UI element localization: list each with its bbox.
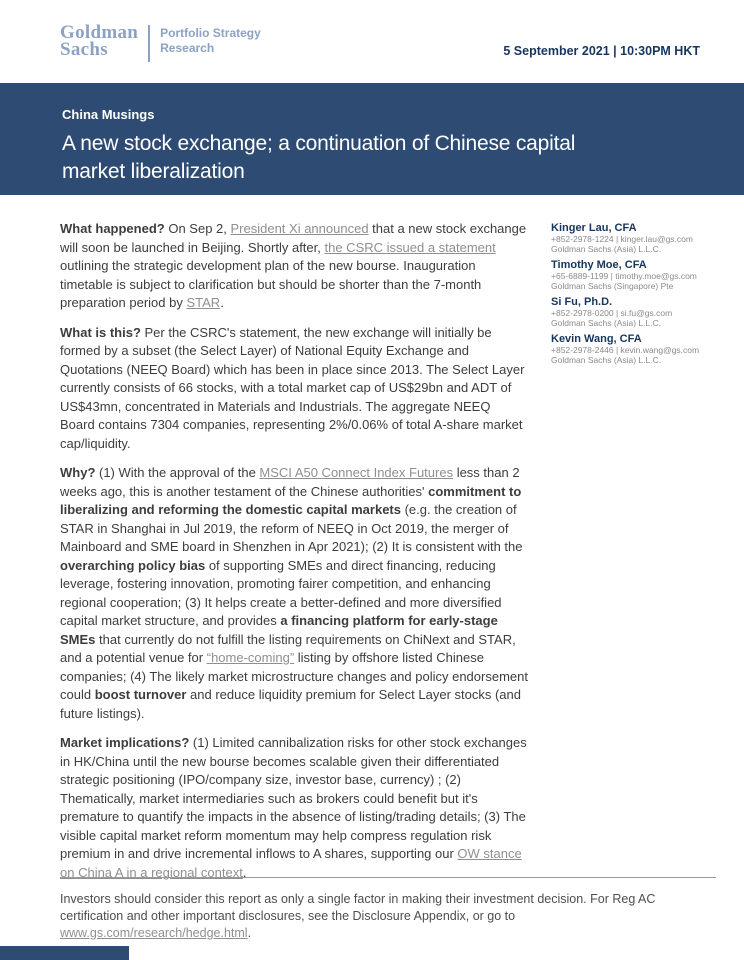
author-contact: +852-2978-2446 | kevin.wang@gs.com <box>551 345 700 355</box>
inline-link[interactable]: “home-coming” <box>206 650 295 665</box>
inline-link[interactable]: STAR <box>186 295 221 310</box>
inline-link[interactable]: the CSRC issued a statement <box>324 239 496 255</box>
author-contact: +65-6889-1199 | timothy.moe@gs.com <box>551 271 697 281</box>
title-banner <box>0 83 744 195</box>
report-title: A new stock exchange; a continuation of Chinese capital market liberalization <box>62 132 576 183</box>
author-name: Kinger Lau, CFA <box>551 222 637 234</box>
goldman-sachs-logo <box>60 24 261 62</box>
footer-divider <box>60 877 716 878</box>
inline-link[interactable]: www.gs.com/research/hedge.html <box>60 926 248 940</box>
author-company: Goldman Sachs (Asia) L.L.C. <box>551 355 662 365</box>
logo-divider <box>148 25 150 62</box>
series-kicker: China Musings <box>62 107 155 122</box>
inline-link[interactable]: President Xi announced <box>230 221 369 236</box>
author-contact: +852-2978-1224 | kinger.lau@gs.com <box>551 234 693 244</box>
author-name: Timothy Moe, CFA <box>551 259 647 271</box>
author-entry <box>551 259 711 291</box>
page-corner-accent <box>0 946 129 960</box>
paragraph-what-is-this: What is this? Per the CSRC's statement, the new exchange will initially be formed by a subset (the Select Layer) of National Equity Exchange and Quotations (NEEQ Board) which has been in place since 2013. The Select Layer currently consists of 66 stocks, with a total market cap of US$29bn and ADT of US$43mn, concentrated in Materials and Industrials. The aggregate NEEQ Board contains 7304 companies, representing 2%/0.06% of total A-share market cap/liquidity. <box>60 324 525 451</box>
division-line-1: Portfolio Strategy <box>160 26 261 40</box>
author-name: Si Fu, Ph.D. <box>551 296 613 308</box>
publication-datetime: 5 September 2021 | 10:30PM HKT <box>503 44 700 58</box>
author-entry <box>551 333 711 365</box>
paragraph-market-implications: Market implications? (1) Limited cannibalization risks for other stock exchanges in HK/China until the new bourse becomes scalable given their differentiated strategic positioning (IPO/company size, investor base, currency) ; (2) Thematically, market intermediaries such as brokers could benefit but it's premature to quantify the impacts in the absence of listing/trading details; (3) The visible capital market reform momentum may help compress regulation risk premium in and drive incremental inflows to A shares, supporting our OW stance on China A in a regional context. <box>60 735 527 880</box>
logo-line-1: Goldman <box>60 22 139 43</box>
article-body <box>60 220 528 893</box>
author-company: Goldman Sachs (Asia) L.L.C. <box>551 318 662 328</box>
logo-wordmark <box>60 24 138 58</box>
author-entry <box>551 222 711 254</box>
inline-link[interactable]: OW stance on China A in a regional context <box>60 846 522 880</box>
paragraph-what-happened: What happened? On Sep 2, President Xi announced that a new stock exchange will soon be launched in Beijing. Shortly after, the CSRC issued a statement outlining the strategic development plan of the new bourse. Inauguration timetable is subject to clarification but should be shorter than the 7-month preparation period by STAR. <box>60 221 527 310</box>
author-contact: +852-2978-0200 | si.fu@gs.com <box>551 308 673 318</box>
paragraph-why: Why? (1) With the approval of the MSCI A50 Connect Index Futures less than 2 weeks ago, this is another testament of the Chinese authorities' commitment to liberalizing and reforming the domestic capital markets (e.g. the creation of STAR in Shanghai in Jul 2019, the reform of NEEQ in Oct 2019, the merger of Mainboard and SME board in Shenzhen in Apr 2021); (2) It is consistent with the overarching policy bias of supporting SMEs and direct financing, reducing leverage, fostering innovation, promoting fairer competition, and enhancing regional cooperation; (3) It helps create a better-defined and more diversified capital market structure, and provides a financing platform for early-stage SMEs that currently do not fulfill the listing requirements on ChiNext and STAR, and a potential venue for “home-coming” listing by offshore listed Chinese companies; (4) The likely market microstructure changes and policy endorsement could boost turnover and reduce liquidity premium for Select Layer stocks (and future listings). <box>60 465 528 721</box>
logo-line-2: Sachs <box>60 39 108 60</box>
inline-link[interactable]: MSCI A50 Connect Index Futures <box>259 465 454 480</box>
division-label <box>160 24 261 56</box>
author-entry <box>551 296 711 328</box>
author-name: Kevin Wang, CFA <box>551 333 642 345</box>
author-company: Goldman Sachs (Asia) L.L.C. <box>551 244 662 254</box>
author-company: Goldman Sachs (Singapore) Pte <box>551 281 674 291</box>
division-line-2: Research <box>160 41 215 55</box>
authors-sidebar <box>551 222 711 370</box>
footer-disclaimer: Investors should consider this report as only a single factor in making their investment decision. For Reg AC certification and other important disclosures, see the Disclosure Appendix, or go to www.gs.com/research/hedge.html. <box>60 892 656 940</box>
